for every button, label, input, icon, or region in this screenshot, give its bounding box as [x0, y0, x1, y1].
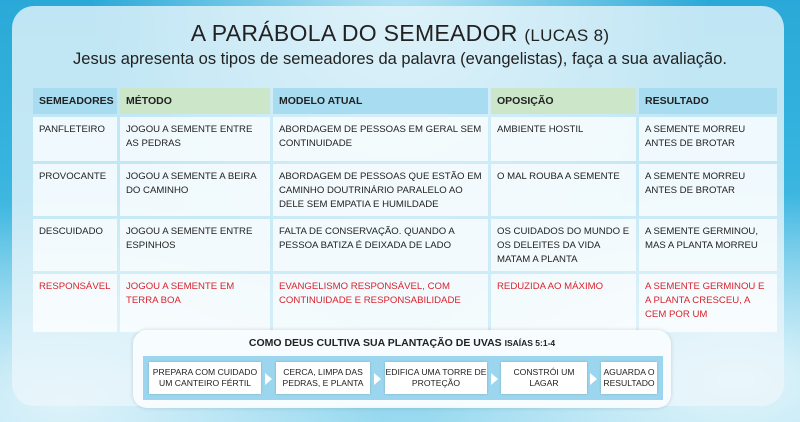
table-row — [33, 219, 777, 271]
table-row — [33, 164, 777, 216]
title-reference: (LUCAS 8) — [524, 26, 610, 45]
cell-modelo: EVANGELISMO RESPONSÁVEL, COM CONTINUIDADE E RESPONSABILIDADE — [273, 274, 488, 332]
cell-modelo: FALTA DE CONSERVAÇÃO. QUANDO A PESSOA BATIZA É DEIXADA DE LADO — [273, 219, 488, 271]
cell-metodo: JOGOU A SEMENTE ENTRE AS PEDRAS — [120, 117, 270, 161]
process-step: CONSTRÓI UM LAGAR — [501, 362, 587, 394]
cell-semeador: RESPONSÁVEL — [33, 274, 117, 332]
cell-oposicao: OS CUIDADOS DO MUNDO E OS DELEITES DA VIDA MATAM A PLANTA — [491, 219, 636, 271]
cell-oposicao: REDUZIDA AO MÁXIMO — [491, 274, 636, 332]
cell-modelo: ABORDAGEM DE PESSOAS EM GERAL SEM CONTINUIDADE — [273, 117, 488, 161]
cell-resultado: A SEMENTE MORREU ANTES DE BROTAR — [639, 164, 777, 216]
cell-semeador: PANFLETEIRO — [33, 117, 117, 161]
header-resultado: RESULTADO — [639, 88, 777, 114]
header-modelo-atual: MODELO ATUAL — [273, 88, 488, 114]
arrow-icon — [491, 373, 498, 385]
arrow-icon — [265, 373, 272, 385]
cell-semeador: DESCUIDADO — [33, 219, 117, 271]
process-title-text: COMO DEUS CULTIVA SUA PLANTAÇÃO DE UVAS — [248, 337, 502, 349]
process-step: AGUARDA O RESULTADO — [601, 362, 657, 394]
cell-oposicao: AMBIENTE HOSTIL — [491, 117, 636, 161]
process-steps — [143, 356, 663, 400]
process-title — [133, 337, 671, 349]
cell-semeador: PROVOCANTE — [33, 164, 117, 216]
title-main: A PARÁBOLA DO SEMEADOR — [190, 20, 518, 46]
page-title — [0, 20, 800, 47]
header-oposicao: OPOSIÇÃO — [491, 88, 636, 114]
table-header-row — [33, 88, 777, 114]
process-reference: ISAÍAS 5:1-4 — [504, 338, 556, 348]
process-step: EDIFICA UMA TORRE DE PROTEÇÃO — [385, 362, 487, 394]
cell-metodo: JOGOU A SEMENTE EM TERRA BOA — [120, 274, 270, 332]
header-semeadores: SEMEADORES — [33, 88, 117, 114]
process-box — [133, 330, 671, 408]
process-step: PREPARA COM CUIDADO UM CANTEIRO FÉRTIL — [149, 362, 261, 394]
table-row-highlighted — [33, 274, 777, 332]
process-step: CERCA, LIMPA DAS PEDRAS, E PLANTA — [276, 362, 370, 394]
cell-resultado: A SEMENTE GERMINOU, MAS A PLANTA MORREU — [639, 219, 777, 271]
cell-resultado: A SEMENTE GERMINOU E A PLANTA CRESCEU, A CEM POR UM — [639, 274, 777, 332]
cell-metodo: JOGOU A SEMENTE ENTRE ESPINHOS — [120, 219, 270, 271]
cell-metodo: JOGOU A SEMENTE A BEIRA DO CAMINHO — [120, 164, 270, 216]
arrow-icon — [590, 373, 597, 385]
sowers-table — [30, 85, 780, 335]
arrow-icon — [374, 373, 381, 385]
header-metodo: MÉTODO — [120, 88, 270, 114]
table-row — [33, 117, 777, 161]
cell-oposicao: O MAL ROUBA A SEMENTE — [491, 164, 636, 216]
cell-resultado: A SEMENTE MORREU ANTES DE BROTAR — [639, 117, 777, 161]
page-subtitle: Jesus apresenta os tipos de semeadores da palavra (evangelistas), faça a sua avaliação. — [73, 50, 727, 68]
cell-modelo: ABORDAGEM DE PESSOAS QUE ESTÃO EM CAMINHO DOUTRINÁRIO PARALELO AO DELE SEM EMPATIA E HUMILDADE — [273, 164, 488, 216]
